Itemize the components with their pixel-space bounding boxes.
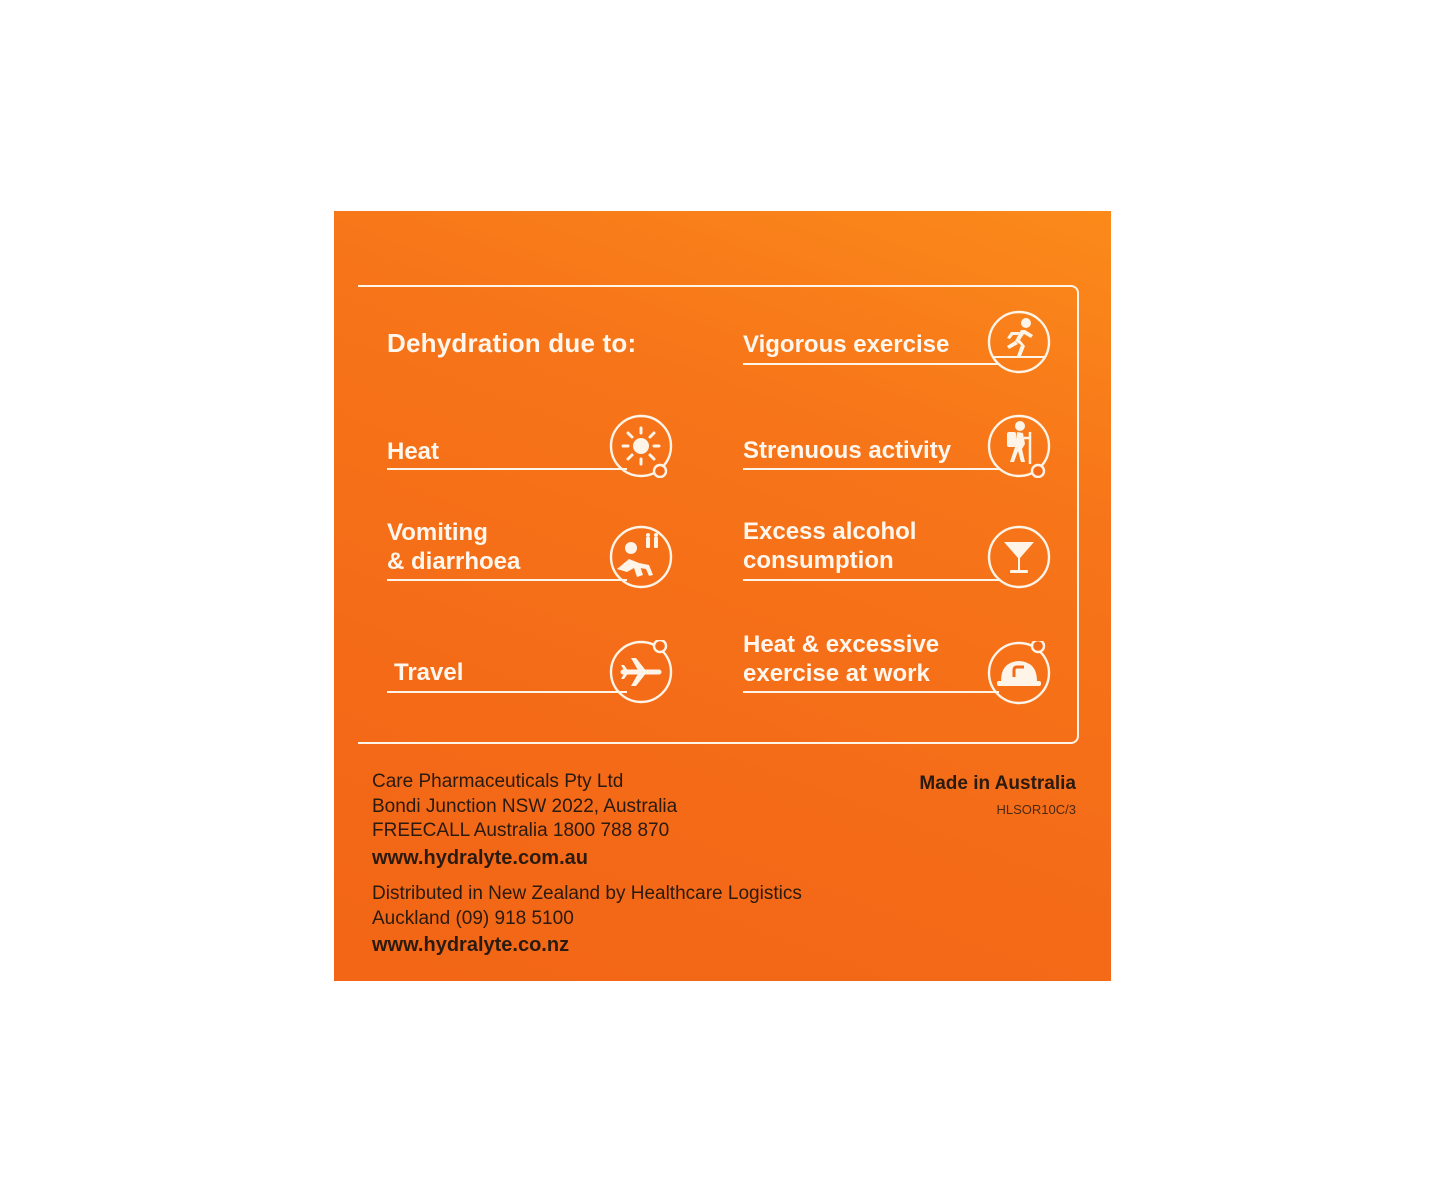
underline-alcohol (743, 579, 999, 581)
underline-vomiting (387, 579, 627, 581)
company-name: Care Pharmaceuticals Pty Ltd (372, 771, 624, 792)
item-vomiting-line1: Vomiting (387, 519, 488, 546)
airplane-icon (609, 640, 673, 704)
item-vigorous: Vigorous exercise (743, 331, 950, 358)
underline-work (743, 691, 999, 693)
item-work-line2: exercise at work (743, 660, 930, 687)
hard-hat-icon (987, 641, 1051, 705)
item-work (743, 630, 939, 688)
nz-website-link[interactable]: www.hydralyte.co.nz (372, 934, 570, 956)
product-panel (334, 211, 1111, 981)
nz-distributor: Distributed in New Zealand by Healthcare Logistics (372, 883, 802, 904)
item-heat: Heat (387, 438, 440, 465)
underline-vigorous (743, 363, 999, 365)
item-vomiting (387, 518, 520, 576)
sun-icon (609, 414, 673, 478)
item-alcohol-line2: consumption (743, 547, 894, 574)
item-travel: Travel (394, 659, 464, 686)
item-alcohol (743, 517, 916, 575)
cocktail-glass-icon (987, 525, 1051, 589)
underline-travel (387, 691, 627, 693)
hiker-icon (987, 414, 1051, 478)
item-alcohol-line1: Excess alcohol (743, 518, 917, 545)
underline-strenuous (743, 468, 999, 470)
company-address (372, 770, 677, 870)
nz-address (372, 882, 802, 958)
made-in-label: Made in Australia (919, 773, 1076, 794)
product-code: HLSOR10C/3 (996, 802, 1076, 817)
nz-phone: Auckland (09) 918 5100 (372, 907, 574, 929)
item-strenuous: Strenuous activity (743, 437, 952, 464)
sick-person-icon (609, 525, 673, 589)
item-work-line1: Heat & excessive (743, 631, 940, 658)
company-phone: FREECALL Australia 1800 788 870 (372, 820, 670, 841)
item-vomiting-line2: & diarrhoea (387, 548, 521, 575)
runner-icon (987, 310, 1051, 374)
underline-heat (387, 468, 627, 470)
company-location: Bondi Junction NSW 2022, Australia (372, 795, 678, 817)
company-website-link[interactable]: www.hydralyte.com.au (372, 846, 588, 869)
dehydration-heading: Dehydration due to: (387, 328, 637, 358)
